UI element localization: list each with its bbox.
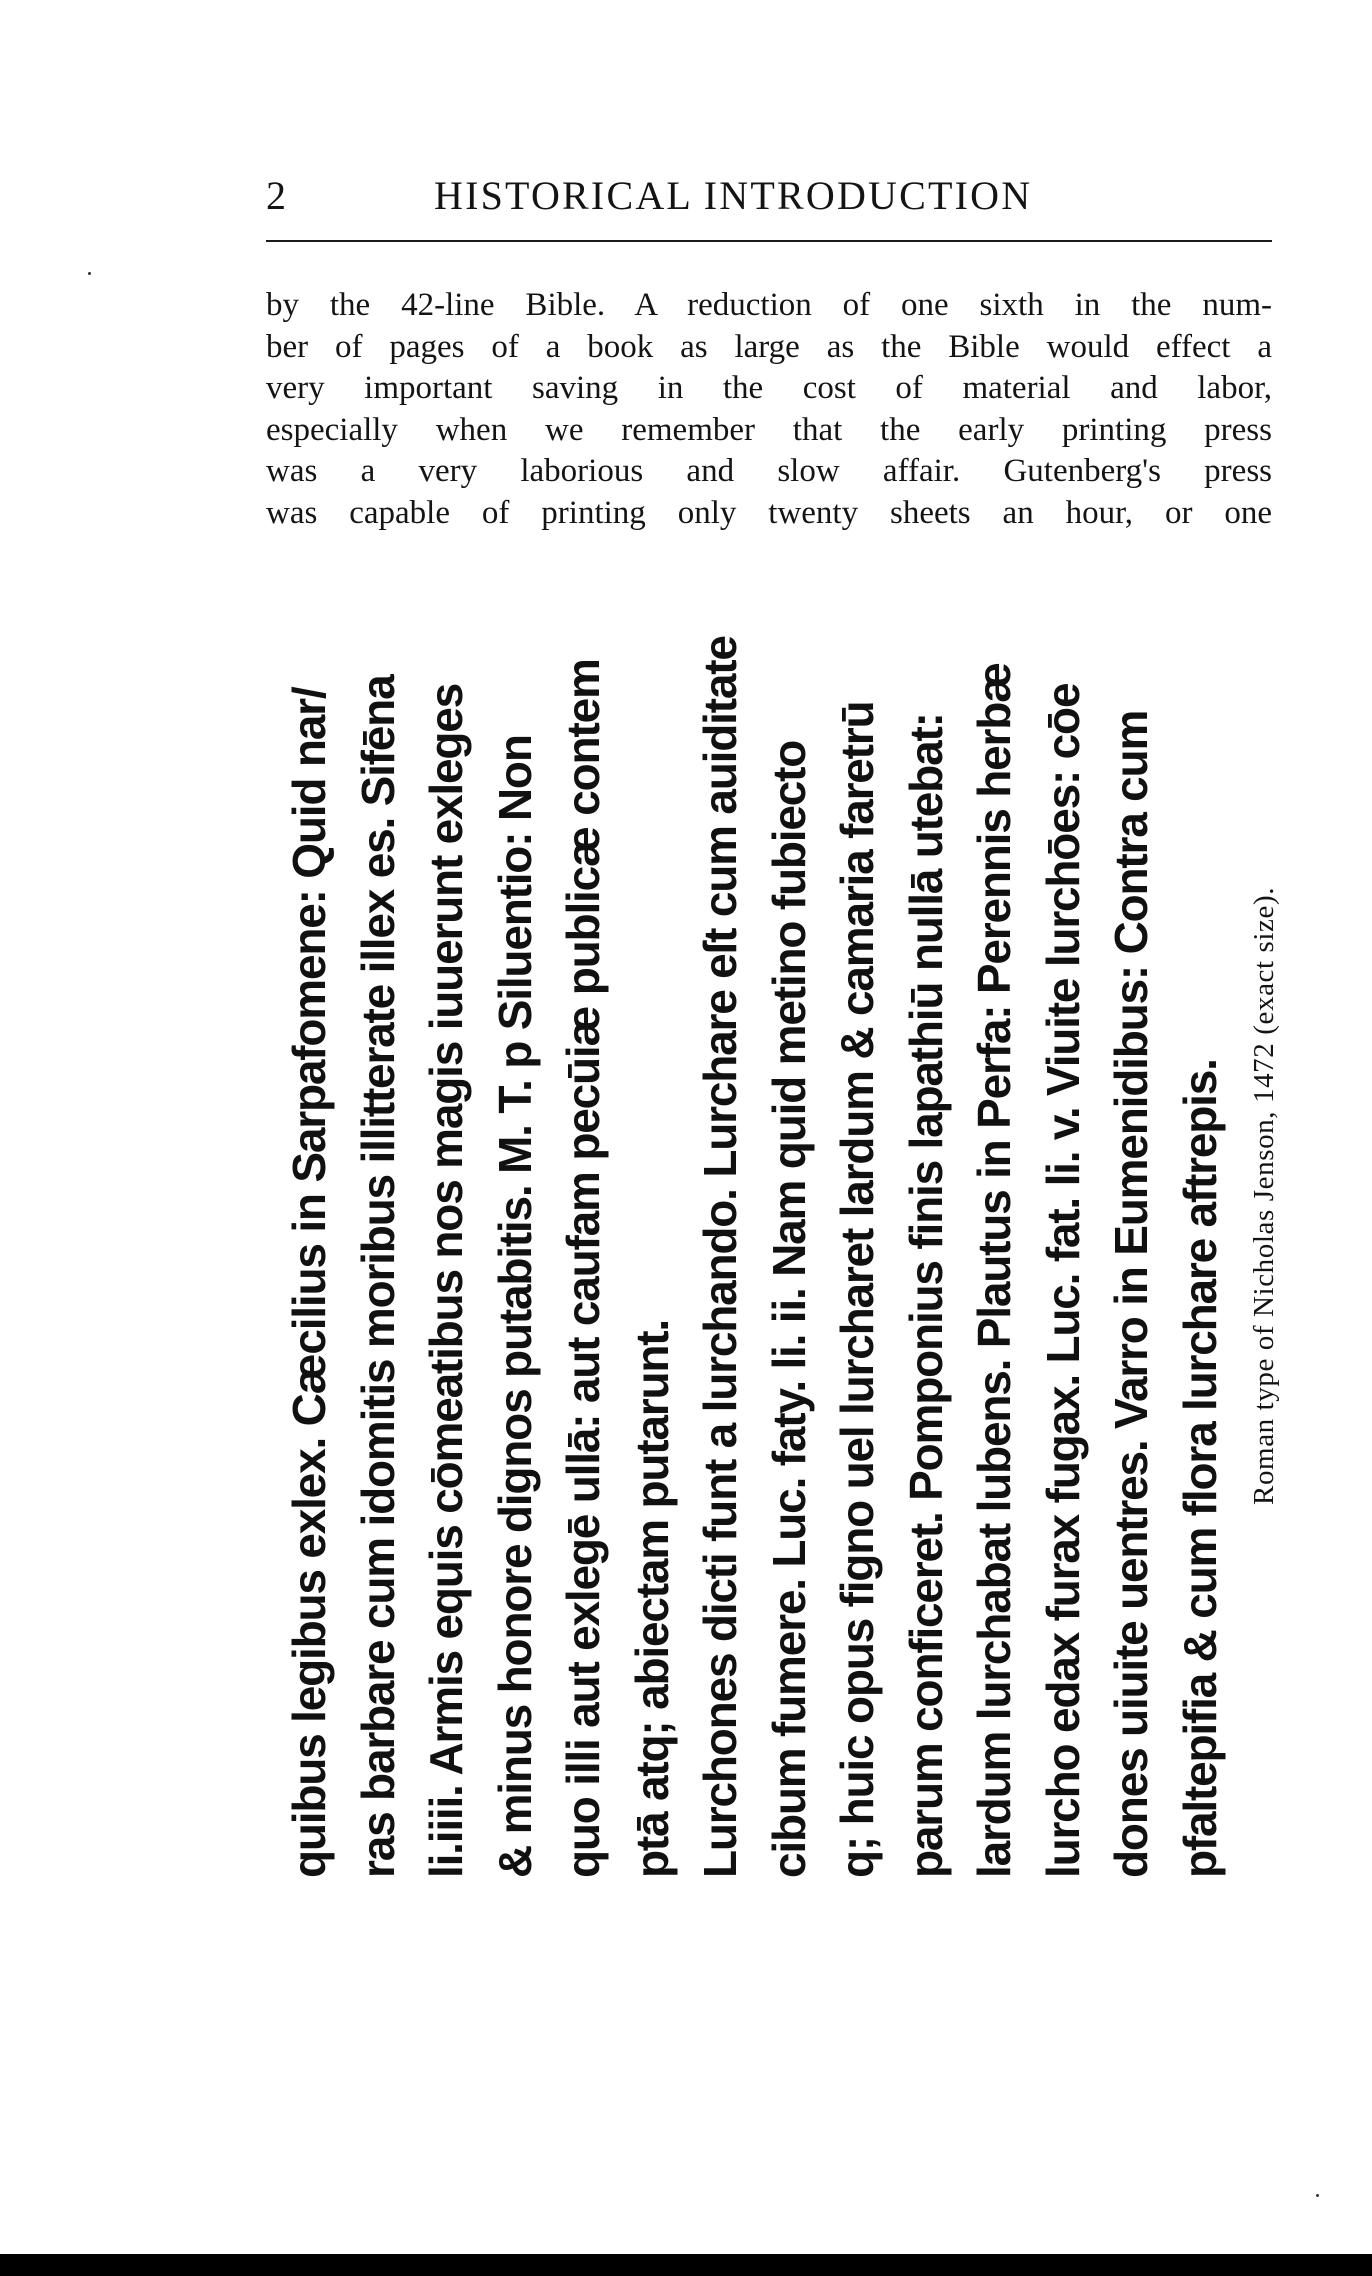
paper-speck xyxy=(1316,2194,1319,2197)
body-line: was capable of printing only twenty sheets an hour, or one xyxy=(266,494,1272,531)
specimen-line: lardum lurchabat lubens. Plautus in Perfa: Perennis herbæ xyxy=(968,663,1020,1878)
specimen-caption xyxy=(1238,755,1288,1505)
specimen-line: cibum fumere. Luc. faty. li. ii. Nam quid metino fubiecto xyxy=(762,740,815,1878)
specimen-line: lurcho edax furax fugax. Luc. fat. li. v. Viuite lurchōes: cōe xyxy=(1036,683,1089,1878)
caption-text: Roman type of Nicholas Jenson, 1472 (exact size). xyxy=(1248,886,1280,1505)
type-specimen xyxy=(275,548,1226,1878)
specimen-line: quo illi aut exlegē ullā: aut caufam pecūiæ publicæ contem xyxy=(557,659,609,1878)
body-line: was a very laborious and slow affair. Gutenberg's press xyxy=(266,453,1272,489)
specimen-line: li.iiii. Armis equis cōmeatibus nos magis iuuerunt exleges xyxy=(420,683,472,1878)
specimen-text-block xyxy=(275,548,1226,1878)
specimen-line: pfaltepifia & cum flora lurchare aftrepis. xyxy=(1173,1059,1226,1878)
specimen-line: quibus legibus exlex. Cæcilius in Sarpafomene: Quid nar/ xyxy=(283,687,335,1878)
specimen-line: parum conficeret. Pomponius finis lapathiū nullā utebat: xyxy=(899,713,952,1878)
body-line: especially when we remember that the early printing press xyxy=(266,411,1272,448)
specimen-line: ras barbare cum idomitis moribus illitterate illex es. Sifēna xyxy=(351,675,404,1878)
page-number: 2 xyxy=(266,173,287,218)
body-line: very important saving in the cost of material and labor, xyxy=(266,370,1272,406)
body-line: by the 42-line Bible. A reduction of one sixth in the num- xyxy=(266,287,1272,323)
specimen-line: ptā atq; abiectam putarunt. xyxy=(625,1320,678,1878)
page-header xyxy=(266,168,1272,224)
specimen-line: dones uiuite uentres. Varro in Eumenidibus: Contra cum xyxy=(1105,710,1157,1878)
body-line: ber of pages of a book as large as the Bible would effect a xyxy=(266,328,1272,365)
specimen-line: q; huic opus figno uel lurcharet lardum & camaria faretrū xyxy=(831,701,883,1878)
paper-speck xyxy=(88,272,91,275)
specimen-line: & minus honore dignos putabitis. M. T. p Siluentio: Non xyxy=(488,735,541,1878)
specimen-line: Lurchones dicti funt a lurchando. Lurchare eſt cum auiditate xyxy=(694,636,746,1878)
body-paragraph xyxy=(266,285,1272,534)
header-rule xyxy=(266,240,1272,242)
running-head: HISTORICAL INTRODUCTION xyxy=(434,173,1033,218)
scan-edge-bar xyxy=(0,2254,1372,2276)
